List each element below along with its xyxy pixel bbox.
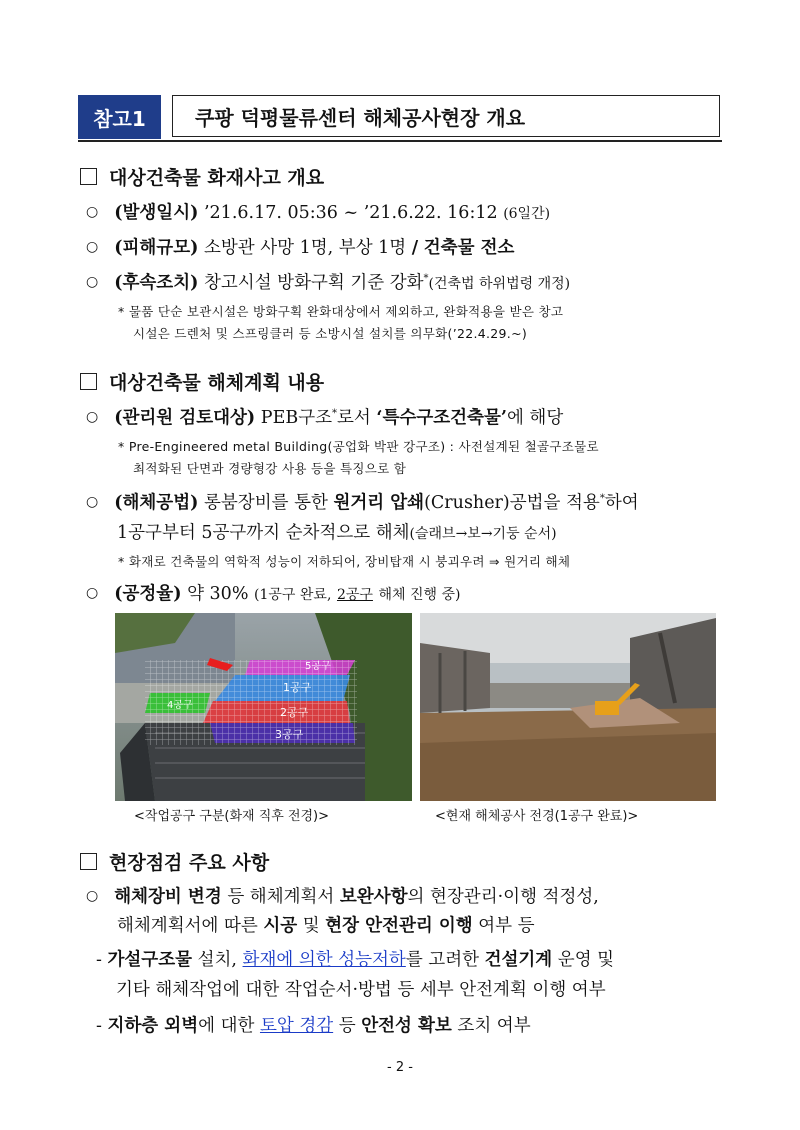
- bold-text: 지하층 외벽: [107, 1016, 199, 1036]
- bullet-progress-rate: [86, 580, 461, 605]
- zone-label-3: 3공구: [275, 728, 304, 741]
- bold-text: 가설구조물: [107, 950, 193, 970]
- bold-text: 원거리 압쇄: [333, 493, 425, 513]
- text: 설치,: [197, 950, 237, 970]
- dash-bullet: -: [96, 1016, 108, 1036]
- footnote: * 물품 단순 보관시설은 방화구획 완화대상에서 제외하고, 완화적용을 받은 창고: [118, 304, 564, 319]
- bullet-review-target: [86, 404, 563, 429]
- text: 롱붐장비를 통한: [203, 493, 328, 513]
- footnote-mark: *: [332, 408, 338, 420]
- suffix: (6일간): [503, 206, 551, 222]
- label: (관리원 검토대상): [114, 408, 256, 428]
- text: 를 고려한: [405, 950, 480, 970]
- section-title: 현장점검 주요 사항: [109, 852, 270, 874]
- small-text: (슬래브→보→기둥 순서): [409, 526, 557, 542]
- text: 약 30%: [187, 584, 249, 604]
- label: (공정율): [114, 584, 182, 604]
- text: 에 대한: [198, 1016, 255, 1036]
- text: 소방관 사망 1명, 부상 1명: [203, 238, 407, 258]
- bullet-occurrence-date: [86, 199, 550, 224]
- left-photo-caption: <작업공구 구분(화재 직후 전경)>: [134, 809, 330, 824]
- footnote-continued: 시설은 드렌처 및 스프링클러 등 소방시설 설치를 의무화(’22.4.29.~): [133, 326, 528, 341]
- title-rule: [78, 140, 722, 142]
- bold-text: 시공: [263, 916, 298, 936]
- aerial-photo-illustration: [115, 613, 412, 801]
- label: (해체공법): [114, 493, 199, 513]
- bullet-damage-scale: [86, 234, 514, 259]
- circle-bullet-icon: ○: [86, 274, 99, 290]
- text: 등 해체계획서: [227, 887, 335, 907]
- section-heading-demolition-plan: [80, 368, 324, 395]
- bullet-follow-up: [86, 269, 570, 294]
- site-photo-illustration: [420, 613, 716, 801]
- text: 1공구부터 5공구까지 순차적으로 해체: [117, 523, 410, 543]
- bullet-equipment-change: [86, 883, 599, 908]
- text: PEB구조: [260, 408, 333, 428]
- bullet-demolition-method-line2: [117, 519, 557, 544]
- text: 및: [302, 916, 320, 936]
- demolition-site-photo: [420, 613, 716, 801]
- zone-label-1: 1공구: [283, 681, 312, 694]
- circle-bullet-icon: ○: [86, 409, 99, 425]
- highlighted-text: 토압 경감: [259, 1016, 334, 1036]
- footnote-mark: *: [423, 273, 429, 285]
- label: (후속조치): [114, 273, 199, 293]
- footnote-mark: *: [599, 493, 605, 505]
- text: 조치 여부: [457, 1016, 531, 1036]
- text: 여부 등: [478, 916, 535, 936]
- checkbox-square-icon: [80, 168, 97, 185]
- document-title-text: 쿠팡 덕평물류센터 해체공사현장 개요: [195, 105, 526, 130]
- bullet-demolition-method: [86, 489, 639, 514]
- label: (발생일시): [114, 203, 199, 223]
- text: 창고시설 방화구획 기준 강화: [203, 273, 424, 293]
- small-text: 해체 진행 중): [378, 587, 461, 603]
- text: ’21.6.17. 05:36 ~ ’21.6.22. 16:12: [203, 203, 498, 223]
- section-heading-inspection-items: [80, 848, 269, 875]
- circle-bullet-icon: ○: [86, 204, 99, 220]
- right-photo-caption: <현재 해체공사 전경(1공구 완료)>: [435, 809, 639, 824]
- underlined-text: 2공구: [336, 587, 373, 603]
- text: 하여: [604, 493, 639, 513]
- bullet-equipment-change-line2: [117, 912, 535, 937]
- section-title: 대상건축물 해체계획 내용: [109, 372, 325, 394]
- footnote-continued: 최적화된 단면과 경량형강 사용 등을 특징으로 함: [133, 461, 407, 476]
- dash-item-temporary-structures: [96, 946, 614, 971]
- circle-bullet-icon: ○: [86, 494, 99, 510]
- text: 운영 및: [557, 950, 615, 970]
- page-number: - 2 -: [387, 1060, 413, 1075]
- text: 해체계획서에 따른: [117, 916, 258, 936]
- text: 로서: [337, 408, 371, 428]
- text: 등: [338, 1016, 356, 1036]
- suffix: (건축법 하위법령 개정): [428, 276, 571, 292]
- bold-text: 건설기계: [484, 950, 553, 970]
- section-heading-fire-accident: [80, 163, 324, 190]
- document-title: [172, 95, 720, 137]
- circle-bullet-icon: ○: [86, 585, 99, 601]
- bold-text: 안전성 확보: [361, 1016, 452, 1036]
- circle-bullet-icon: ○: [86, 888, 99, 904]
- bold-text: 해체장비 변경: [114, 887, 222, 907]
- dash-item-basement-wall: [96, 1012, 531, 1037]
- aerial-zone-photo: [115, 613, 412, 801]
- reference-tag: 참고1: [78, 95, 161, 139]
- checkbox-square-icon: [80, 373, 97, 390]
- bold-text: 보완사항: [339, 887, 408, 907]
- dash-bullet: -: [96, 950, 108, 970]
- bold-text: 건축물 전소: [423, 238, 515, 258]
- bold-text: 현장 안전관리 이행: [325, 916, 473, 936]
- footnote: * Pre-Engineered metal Building(공업화 박판 강구조) : 사전설계된 철골구조물로: [118, 439, 599, 454]
- footnote: * 화재로 건축물의 역학적 성능이 저하되어, 장비탑재 시 붕괴우려 ⇒ 원거리 해체: [118, 554, 571, 569]
- highlighted-text: 화재에 의한 성능저하: [242, 950, 406, 970]
- section-title: 대상건축물 화재사고 개요: [109, 167, 325, 189]
- zone-label-2: 2공구: [280, 706, 309, 719]
- small-text: (1공구 완료,: [254, 587, 332, 603]
- text: (Crusher)공법을 적용: [424, 493, 600, 513]
- circle-bullet-icon: ○: [86, 239, 99, 255]
- separator: /: [411, 238, 419, 258]
- zone-label-4: 4공구: [167, 700, 193, 711]
- text: 에 해당: [506, 408, 564, 428]
- bold-text: ‘특수구조건축물’: [376, 408, 507, 428]
- text: 의 현장관리·이행 적정성,: [407, 887, 599, 907]
- label: (피해규모): [114, 238, 199, 258]
- zone-label-5: 5공구: [305, 661, 331, 672]
- dash-item-line2: 기타 해체작업에 대한 작업순서·방법 등 세부 안전계획 이행 여부: [116, 980, 606, 1000]
- checkbox-square-icon: [80, 853, 97, 870]
